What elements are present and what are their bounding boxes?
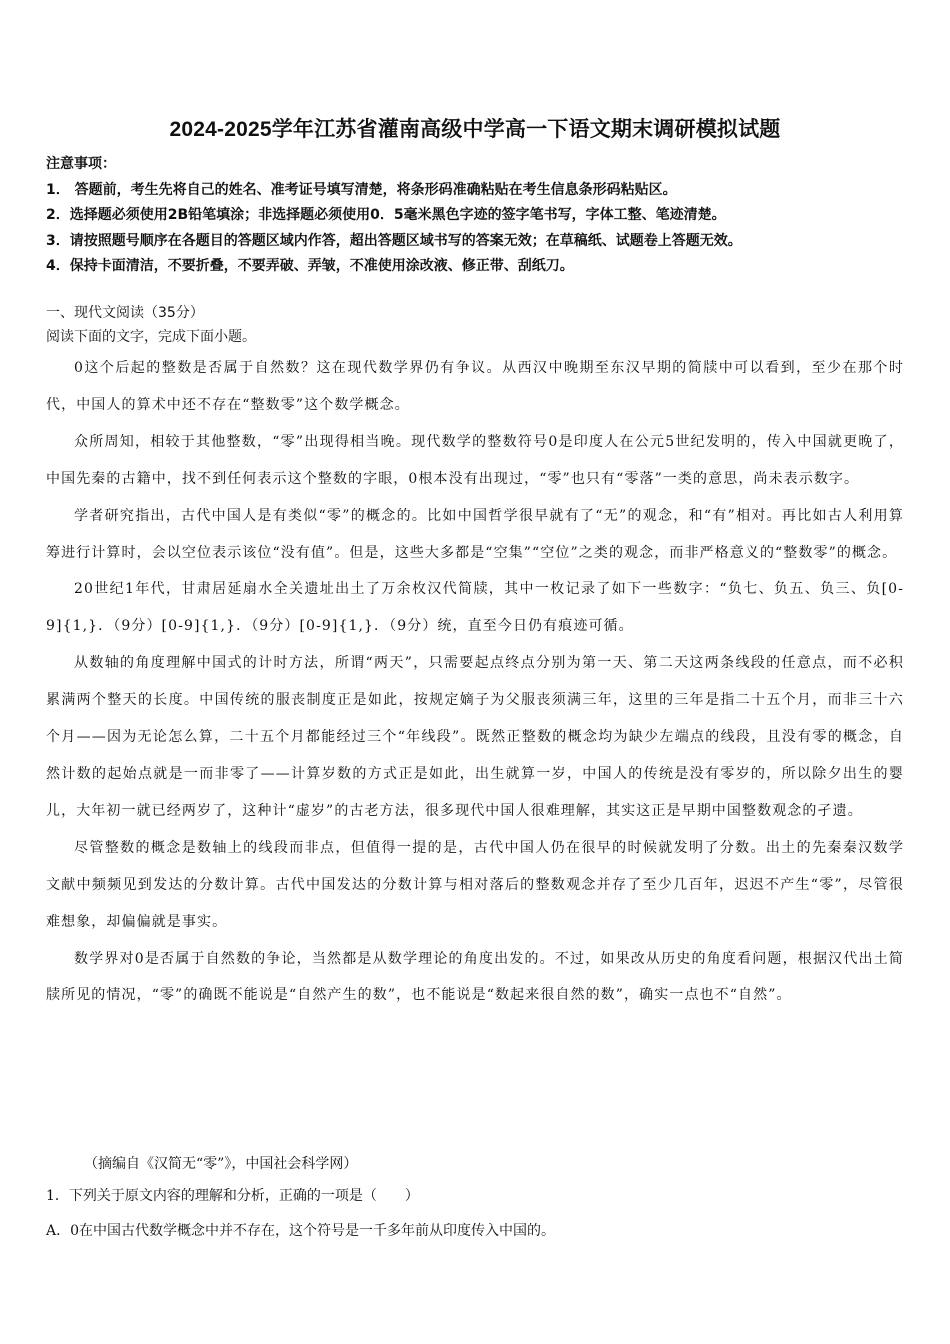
- page-title: 2024-2025学年江苏省灌南高级中学高一下语文期末调研模拟试题: [169, 118, 781, 141]
- notice-item: 2．选择题必须使用2B铅笔填涂；非选择题必须使用0．5毫米黑色字迹的签字笔书写，字体工整、笔迹清楚。: [46, 207, 726, 224]
- passage-paragraph: 尽管整数的概念是数轴上的线段而非点，但值得一提的是，古代中国人仍在很早的时候就发明了分数。出土的先秦秦汉数学文献中频频见到发达的分数计算。古代中国发达的分数计算与相对落后的整数观念并存了至少几百年，迟迟不产生“零”，尽管很难想象，却偏偏就是事实。: [46, 839, 904, 930]
- section-intro: 阅读下面的文字，完成下面小题。: [46, 329, 256, 345]
- notice-item: 3．请按照题号顺序在各题目的答题区域内作答，超出答题区域书写的答案无效；在草稿纸、试题卷上答题无效。: [46, 232, 742, 249]
- passage-paragraph: 从数轴的角度理解中国式的计时方法，所谓“两天”，只需要起点终点分别为第一天、第二天这两条线段的任意点，而不必积累满两个整天的长度。中国传统的服丧制度正是如此，按规定嫡子为父服丧须满三年，这里的三年是指二十五个月，而非三十六个月——因为无论怎么算，二十五个月都能经过三个“年线段”。既然正整数的概念均为缺少左端点的线段，且没有零的概念，自然计数的起始点就是一而非零了——计算岁数的方式正是如此，出生就算一岁，中国人的传统是没有零岁的，所以除夕出生的婴儿，大年初一就已经两岁了，这种计“虚岁”的古老方法，很多现代中国人很难理解，其实这正是早期中国整数观念的孑遗。: [46, 655, 904, 819]
- notice-item: 4．保持卡面清洁，不要折叠，不要弄破、弄皱，不准使用涂改液、修正带、刮纸刀。: [46, 258, 574, 275]
- passage-paragraph: 数学界对0是否属于自然数的争论，当然都是从数学理论的角度出发的。不过，如果改从历史的角度看问题，根据汉代出土简牍所见的情况，“零”的确既不能说是“自然产生的数”，也不能说是“数起来很自然的数”，确实一点也不“自然”。: [46, 950, 904, 1004]
- passage-paragraph: 0这个后起的整数是否属于自然数？这在现代数学界仍有争议。从西汉中晚期至东汉早期的简牍中可以看到，至少在那个时代，中国人的算术中还不存在“整数零”这个数学概念。: [46, 360, 904, 413]
- passage-paragraph: 学者研究指出，古代中国人是有类似“零”的概念的。比如中国哲学很早就有了“无”的观念，和“有”相对。再比如古人利用算筹进行计算时，会以空位表示该位“没有值”。但是，这些大多都是“空集”“空位”之类的观念，而非严格意义的“整数零”的概念。: [46, 507, 904, 561]
- notice-heading: 注意事项：: [46, 156, 116, 172]
- question-option-a: A．0在中国古代数学概念中并不存在，这个符号是一千多年前从印度传入中国的。: [46, 1223, 556, 1239]
- reading-passage: [46, 350, 904, 1014]
- passage-source: （摘编自《汉简无“零”》，中国社会科学网）: [84, 1156, 358, 1172]
- passage-paragraph: 20世纪1年代，甘肃居延扇水全关遗址出土了万余枚汉代简牍，其中一枚记录了如下一些数字：“负七、负五、负三、负[0-9]{1,}．（9分）[0-9]{1,}．（9分）[0-9]{1,}．（9分）统，直至今日仍有痕迹可循。: [46, 581, 904, 635]
- notice-block: [46, 152, 906, 280]
- section-heading: 一、现代文阅读（35分）: [46, 305, 204, 321]
- passage-paragraph: 众所周知，相较于其他整数，“零”出现得相当晚。现代数学的整数符号0是印度人在公元5世纪发明的，传入中国就更晚了，中国先秦的古籍中，找不到任何表示这个整数的字眼，0根本没有出现过，“零”也只有“零落”一类的意思，尚未表示数字。: [46, 433, 904, 487]
- notice-item: 1． 答题前，考生先将自己的姓名、准考证号填写清楚，将条形码准确粘贴在考生信息条形码粘贴区。: [46, 181, 677, 198]
- question-stem: 1．下列关于原文内容的理解和分析，正确的一项是（ ）: [46, 1188, 419, 1204]
